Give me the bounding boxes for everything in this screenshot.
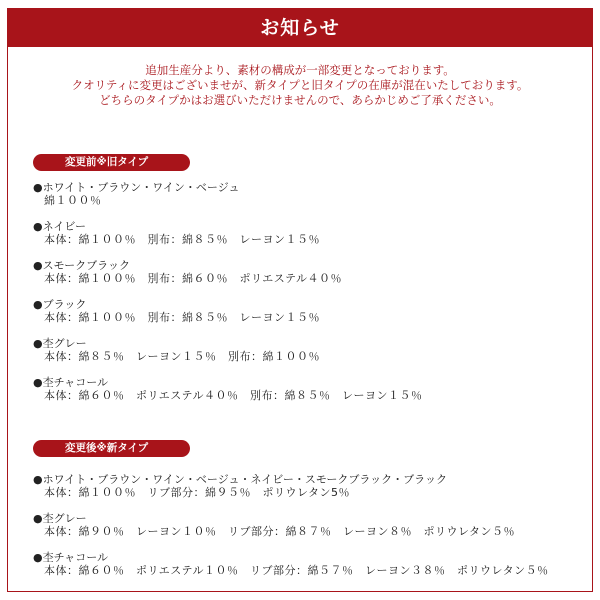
notice-title: お知らせ	[8, 9, 592, 47]
item-composition: 本体：綿８５％ レーヨン１５％ 別布：綿１００％	[44, 350, 320, 363]
item-name: ●杢グレー	[33, 337, 87, 350]
list-item	[33, 473, 584, 499]
item-composition: 本体：綿１００％ 別布：綿６０％ ポリエステル４０％	[44, 272, 343, 285]
old-type-list	[33, 181, 584, 415]
list-item	[33, 259, 584, 285]
list-item	[33, 181, 584, 207]
item-name: ●ホワイト・ブラウン・ワイン・ベージュ・ネイビー・スモークブラック・ブラック	[33, 473, 447, 486]
item-composition: 本体：綿１００％ リブ部分：綿９５％ ポリウレタン5％	[44, 486, 351, 499]
list-item	[33, 337, 584, 363]
item-composition: 本体：綿６０％ ポリエステル４０％ 別布：綿８５％ レーヨン１５％	[44, 389, 423, 402]
notice-panel	[7, 8, 593, 592]
item-name: ●杢チャコール	[33, 551, 109, 564]
item-composition: 綿１００％	[44, 194, 102, 207]
intro-line: 追加生産分より、素材の構成が一部変更となっております。	[145, 63, 455, 77]
list-item	[33, 512, 584, 538]
new-type-list	[33, 473, 584, 590]
item-name: ●スモークブラック	[33, 259, 130, 272]
list-item	[33, 376, 584, 402]
intro-text	[8, 63, 592, 108]
old-type-badge: 変更前※旧タイプ	[33, 154, 190, 171]
list-item	[33, 220, 584, 246]
item-composition: 本体：綿１００％ 別布：綿８５％ レーヨン１５％	[44, 233, 320, 246]
new-type-badge: 変更後※新タイプ	[33, 440, 190, 457]
intro-line: どちらのタイプかはお選びいただけませんので、あらかじめご了承ください。	[99, 93, 501, 107]
item-name: ●ホワイト・ブラウン・ワイン・ベージュ	[33, 181, 240, 194]
item-composition: 本体：綿９０％ レーヨン１０％ リブ部分：綿８７％ レーヨン８％ ポリウレタン５％	[44, 525, 516, 538]
list-item	[33, 298, 584, 324]
list-item	[33, 551, 584, 577]
item-name: ●杢グレー	[33, 512, 87, 525]
item-composition: 本体：綿６０％ ポリエステル１０％ リブ部分：綿５７％ レーヨン３８％ ポリウレタン５％	[44, 564, 549, 577]
item-name: ●ネイビー	[33, 220, 86, 233]
item-name: ●杢チャコール	[33, 376, 109, 389]
item-name: ●ブラック	[33, 298, 87, 311]
intro-line: クオリティに変更はございませが、新タイプと旧タイプの在庫が混在いたしております。	[71, 78, 529, 92]
item-composition: 本体：綿１００％ 別布：綿８５％ レーヨン１５％	[44, 311, 320, 324]
